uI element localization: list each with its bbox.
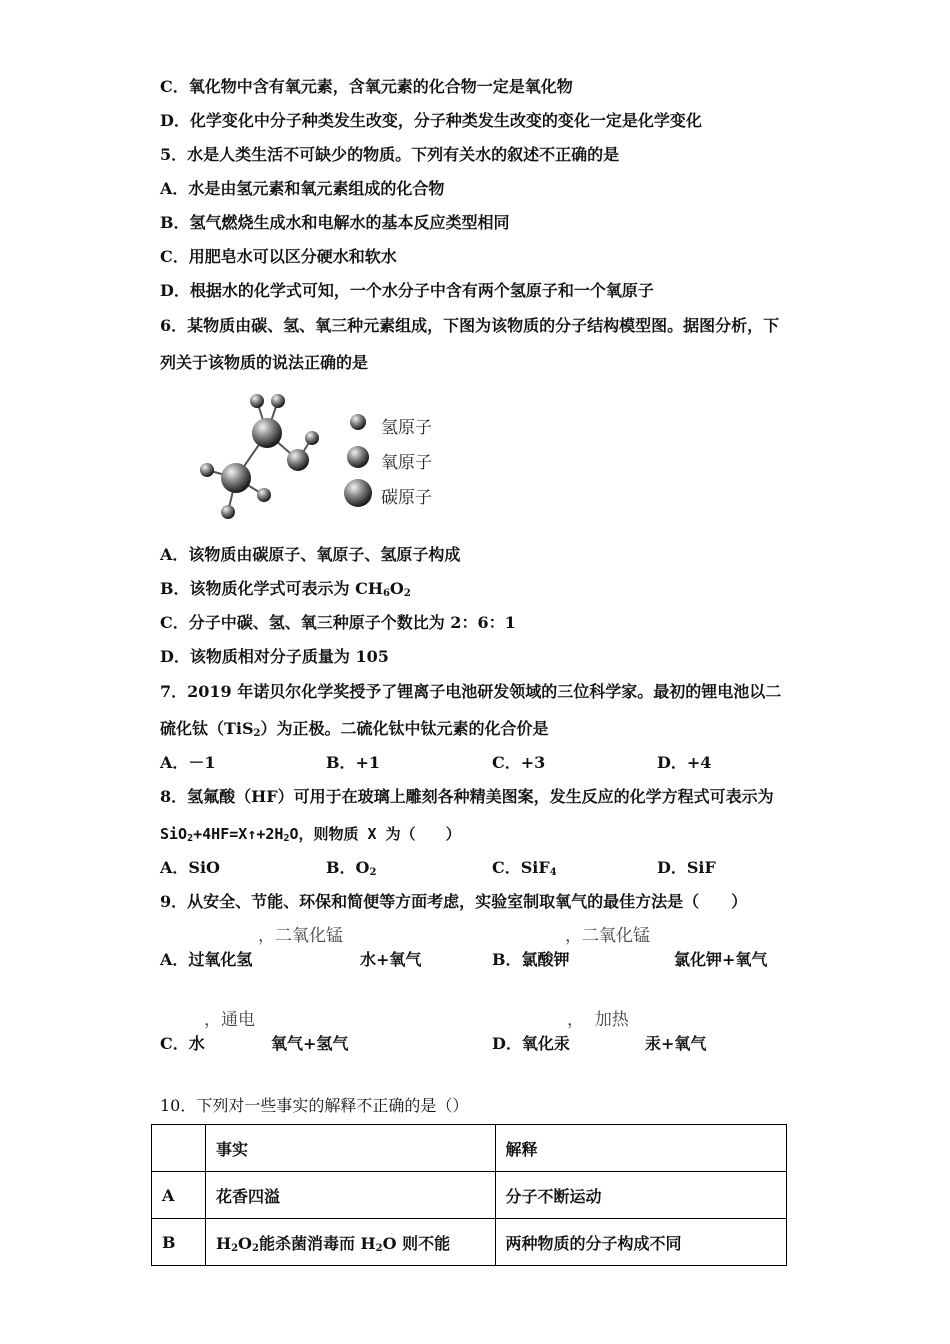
q7-option-d: D．+4 <box>657 753 712 772</box>
q6-option-b: B．该物质化学式可表示为 $CH_6O_2$ <box>160 579 411 599</box>
q6-option-d: D．该物质相对分子质量为 105 <box>160 647 389 666</box>
q9-option-c: C．水 <box>160 1034 205 1053</box>
q6-stem-line2: 列关于该物质的说法正确的是 <box>160 353 369 372</box>
table-row <box>152 1172 787 1219</box>
q9-b-condition: ，二氧化锰 <box>565 926 650 946</box>
q4-option-c: C．氧化物中含有氧元素，含氧元素的化合物一定是氧化物 <box>160 77 573 96</box>
q9-stem: 9．从安全、节能、环保和简便等方面考虑，实验室制取氧气的最佳方法是（ ） <box>160 892 748 911</box>
q8-option-a: A．SiO <box>160 858 220 877</box>
q6-option-c: C．分子中碳、氢、氧三种原子个数比为 2：6：1 <box>160 613 516 632</box>
q8-option-d: D．SiF <box>657 858 716 877</box>
q10-stem: 10．下列对一些事实的解释不正确的是（） <box>160 1096 469 1115</box>
q9-option-b: B．氯酸钾 <box>492 950 570 969</box>
q9-d-condition: ， 加热 <box>567 1010 629 1030</box>
q5-option-b: B．氢气燃烧生成水和电解水的基本反应类型相同 <box>160 213 510 232</box>
q5-option-d: D．根据水的化学式可知，一个水分子中含有两个氢原子和一个氧原子 <box>160 281 654 300</box>
q6-option-a: A．该物质由碳原子、氧原子、氢原子构成 <box>160 545 461 564</box>
hydrogen-atom <box>200 463 214 477</box>
hydrogen-atom <box>271 394 285 408</box>
q8-equation: $SiO_2+4HF=X↑+2H_2O$，则物质 X 为（ ） <box>160 825 461 844</box>
molecule-model-figure <box>190 385 340 525</box>
row-explain: 两种物质的分子构成不同 <box>495 1219 787 1266</box>
carbon-atom <box>252 418 282 448</box>
hydrogen-atom <box>305 431 319 445</box>
q9-a-condition: ，二氧化锰 <box>258 926 343 946</box>
q9-option-d: D．氧化汞 <box>492 1034 570 1053</box>
table-header-row <box>152 1125 787 1172</box>
hydrogen-atom <box>250 394 264 408</box>
oxygen-atom <box>287 449 309 471</box>
q8-option-c: C．SiF$_4$ <box>492 858 557 878</box>
table-cell <box>152 1125 206 1172</box>
q8-stem-line1: 8．氢氟酸（HF）可用于在玻璃上雕刻各种精美图案，发生反应的化学方程式可表示为 <box>160 787 774 806</box>
legend-hydrogen-ball <box>350 414 366 430</box>
q9-c-product: 氧气+氢气 <box>271 1034 349 1053</box>
q5-option-c: C．用肥皂水可以区分硬水和软水 <box>160 247 397 266</box>
row-explain: 分子不断运动 <box>495 1172 787 1219</box>
legend-swatches <box>340 408 380 508</box>
row-fact: 花香四溢 <box>205 1172 495 1219</box>
hydrogen-atom <box>221 505 235 519</box>
legend-hydrogen-label: 氢原子 <box>381 418 432 438</box>
header-fact: 事实 <box>205 1125 495 1172</box>
q6-stem-line1: 6．某物质由碳、氢、氧三种元素组成，下图为该物质的分子结构模型图。据图分析，下 <box>160 316 780 335</box>
legend-oxygen-label: 氧原子 <box>381 453 432 473</box>
legend-carbon-label: 碳原子 <box>381 488 432 508</box>
facts-table <box>151 1124 787 1266</box>
hydrogen-atom <box>257 488 271 502</box>
row-fact: $H_2O_2$能杀菌消毒而 $H_2O$ 则不能 <box>205 1219 495 1266</box>
q9-b-product: 氯化钾+氧气 <box>674 950 768 969</box>
q7-option-b: B．+1 <box>326 753 381 772</box>
table-row <box>152 1219 787 1266</box>
q7-stem-line1: 7．2019 年诺贝尔化学奖授予了锂离子电池研发领域的三位科学家。最初的锂电池以二 <box>160 682 782 701</box>
q9-c-condition: ，通电 <box>204 1010 255 1030</box>
q7-stem-line2: 硫化钛（TiS$_2$）为正极。二硫化钛中钛元素的化合价是 <box>160 719 549 739</box>
q7-option-a: A．－1 <box>160 753 216 772</box>
q9-d-product: 汞+氧气 <box>645 1034 707 1053</box>
q5-stem: 5．水是人类生活不可缺少的物质。下列有关水的叙述不正确的是 <box>160 145 620 164</box>
q4-option-d: D．化学变化中分子种类发生改变，分子种类发生改变的变化一定是化学变化 <box>160 111 702 130</box>
q7-option-c: C．+3 <box>492 753 546 772</box>
q8-option-b: B．$O_2$ <box>326 858 377 878</box>
row-key: A <box>152 1172 206 1219</box>
legend-oxygen-ball <box>347 446 369 468</box>
row-key: B <box>152 1219 206 1266</box>
legend-carbon-ball <box>344 479 372 507</box>
header-explain: 解释 <box>495 1125 787 1172</box>
q5-option-a: A．水是由氢元素和氧元素组成的化合物 <box>160 179 445 198</box>
carbon-atom <box>221 463 251 493</box>
q9-a-product: 水+氧气 <box>360 950 422 969</box>
q9-option-a: A．过氧化氢 <box>160 950 253 969</box>
